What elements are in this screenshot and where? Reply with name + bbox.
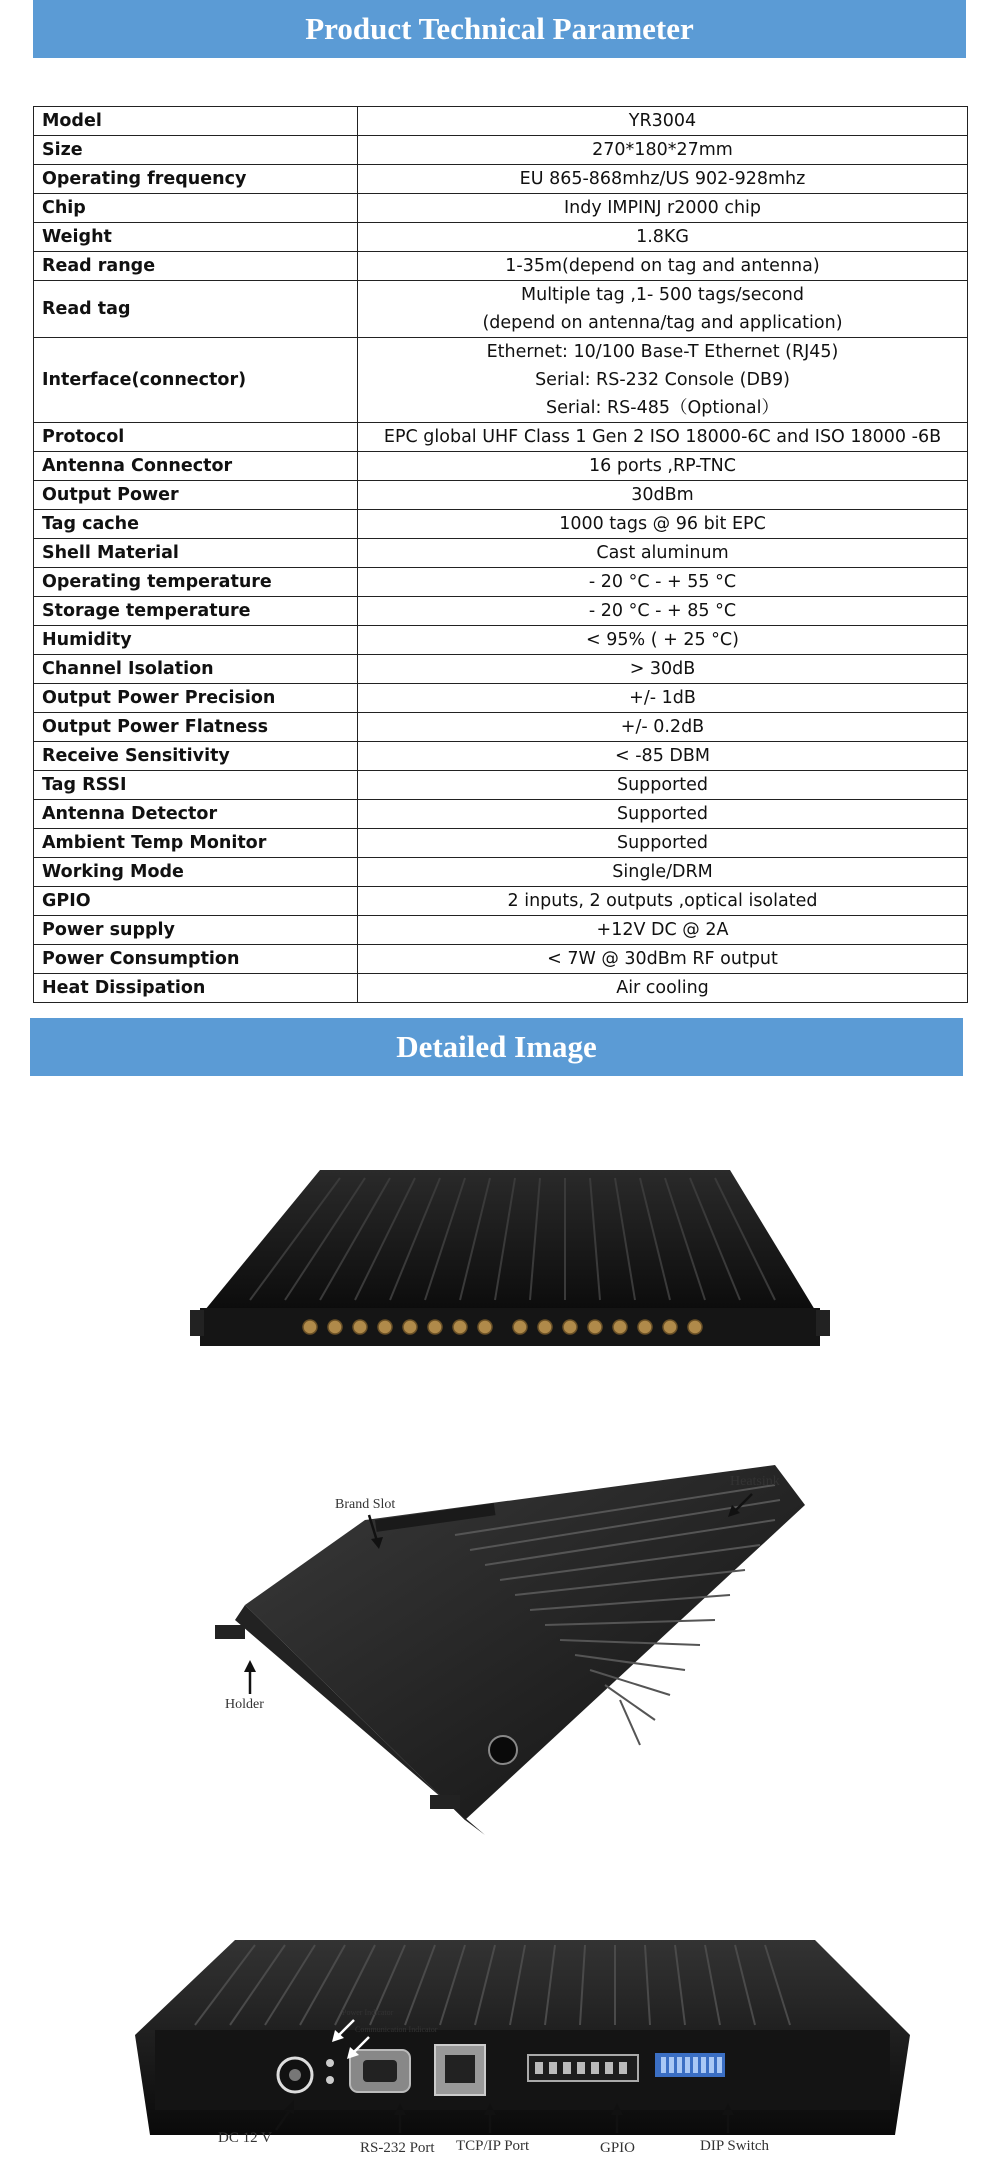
spec-label: Receive Sensitivity xyxy=(34,742,358,771)
spec-value xyxy=(358,107,968,136)
table-row xyxy=(34,916,968,945)
spec-label: Heat Dissipation xyxy=(34,974,358,1003)
spec-value-line: (depend on antenna/tag and application) xyxy=(482,313,843,333)
spec-value-line: Ethernet: 10/100 Base-T Ethernet (RJ45) xyxy=(486,342,839,362)
banner-title: Product Technical Parameter xyxy=(305,11,694,46)
table-row xyxy=(34,165,968,194)
spec-label: Protocol xyxy=(34,423,358,452)
spec-value xyxy=(358,858,968,887)
caption-heatsink: Heatsink xyxy=(730,1474,780,1489)
table-row xyxy=(34,626,968,655)
spec-label: Size xyxy=(34,136,358,165)
spec-value-line: Supported xyxy=(616,775,709,795)
spec-value-line: 1-35m(depend on tag and antenna) xyxy=(505,256,820,276)
spec-value xyxy=(358,136,968,165)
table-row xyxy=(34,568,968,597)
reader-rear-photo xyxy=(135,1935,910,2135)
table-row xyxy=(34,338,968,423)
arrow-icon xyxy=(480,2103,500,2135)
spec-label: Power Consumption xyxy=(34,945,358,974)
caption-rs232-port: RS-232 Port xyxy=(360,2140,435,2156)
spec-value xyxy=(358,423,968,452)
table-row xyxy=(34,800,968,829)
spec-value-line: Single/DRM xyxy=(612,862,713,882)
caption-brand-slot: Brand Slot xyxy=(335,1497,396,1512)
spec-value xyxy=(358,338,968,423)
spec-value xyxy=(358,771,968,800)
spec-value-line: 1.8KG xyxy=(636,227,689,247)
spec-value xyxy=(358,800,968,829)
spec-value-line: Supported xyxy=(616,804,709,824)
spec-label: Antenna Detector xyxy=(34,800,358,829)
table-row xyxy=(34,713,968,742)
caption-holder: Holder xyxy=(225,1697,264,1712)
caption-dip-switch: DIP Switch xyxy=(700,2138,770,2154)
table-row xyxy=(34,452,968,481)
spec-value-line: > 30dB xyxy=(629,659,696,679)
spec-value xyxy=(358,887,968,916)
spec-table xyxy=(33,106,968,1003)
table-row xyxy=(34,194,968,223)
spec-value xyxy=(358,252,968,281)
spec-value-line: - 20 °C - + 85 °C xyxy=(588,601,737,621)
table-row xyxy=(34,252,968,281)
spec-label: Channel Isolation xyxy=(34,655,358,684)
spec-value-line: Cast aluminum xyxy=(596,543,729,563)
spec-label: Output Power Precision xyxy=(34,684,358,713)
spec-value-line: 1000 tags @ 96 bit EPC xyxy=(559,514,766,534)
spec-value xyxy=(358,539,968,568)
arrow-icon xyxy=(240,1660,260,1696)
arrow-icon xyxy=(365,1513,385,1549)
spec-value xyxy=(358,742,968,771)
spec-value-line: Serial: RS-485（Optional） xyxy=(546,398,779,418)
spec-label: GPIO xyxy=(34,887,358,916)
spec-label: Read tag xyxy=(34,281,358,338)
spec-value-line: Serial: RS-232 Console (DB9) xyxy=(535,370,790,390)
table-row xyxy=(34,481,968,510)
spec-value xyxy=(358,626,968,655)
spec-value-line: 30dBm xyxy=(631,485,694,505)
caption-gpio: GPIO xyxy=(600,2140,636,2156)
arrow-icon xyxy=(345,2035,371,2061)
spec-label: Humidity xyxy=(34,626,358,655)
spec-value xyxy=(358,974,968,1003)
spec-value-line: Supported xyxy=(616,833,709,853)
spec-value-line: 270*180*27mm xyxy=(592,140,733,160)
section-banner-detail xyxy=(30,1018,963,1076)
table-row xyxy=(34,223,968,252)
caption-comm-indicator: Communication Indicator xyxy=(355,2025,438,2034)
spec-value xyxy=(358,481,968,510)
spec-label: Working Mode xyxy=(34,858,358,887)
table-row xyxy=(34,655,968,684)
spec-value-line: EPC global UHF Class 1 Gen 2 ISO 18000-6C and ISO 18000 -6B xyxy=(383,427,942,447)
spec-label: Chip xyxy=(34,194,358,223)
arrow-icon xyxy=(390,2103,410,2135)
spec-value-line: 16 ports ,RP-TNC xyxy=(589,456,736,476)
arrow-icon xyxy=(270,2100,296,2132)
spec-value-line: 2 inputs, 2 outputs ,optical isolated xyxy=(507,891,818,911)
table-row xyxy=(34,107,968,136)
table-row xyxy=(34,974,968,1003)
spec-label: Output Power xyxy=(34,481,358,510)
caption-power-indicator: Power Indicator xyxy=(342,2008,394,2017)
spec-value-line: Air cooling xyxy=(616,978,709,998)
table-row xyxy=(34,945,968,974)
table-row xyxy=(34,742,968,771)
spec-value xyxy=(358,684,968,713)
table-row xyxy=(34,829,968,858)
spec-label: Shell Material xyxy=(34,539,358,568)
spec-value xyxy=(358,829,968,858)
spec-value xyxy=(358,510,968,539)
spec-label: Weight xyxy=(34,223,358,252)
section-banner-tech xyxy=(33,0,966,58)
spec-value xyxy=(358,452,968,481)
spec-value-line: Multiple tag ,1- 500 tags/second xyxy=(521,285,804,305)
spec-value xyxy=(358,655,968,684)
spec-value-line: +/- 1dB xyxy=(629,688,696,708)
spec-value-line: Indy IMPINJ r2000 chip xyxy=(563,198,762,218)
table-row xyxy=(34,281,968,338)
spec-label: Operating temperature xyxy=(34,568,358,597)
spec-value xyxy=(358,281,968,338)
table-row xyxy=(34,858,968,887)
spec-label: Tag cache xyxy=(34,510,358,539)
table-row xyxy=(34,887,968,916)
arrow-icon xyxy=(607,2103,627,2135)
spec-value-line: < 7W @ 30dBm RF output xyxy=(547,949,778,969)
spec-value xyxy=(358,194,968,223)
spec-value-line: YR3004 xyxy=(628,111,697,131)
banner-title: Detailed Image xyxy=(396,1029,597,1064)
spec-label: Model xyxy=(34,107,358,136)
spec-label: Storage temperature xyxy=(34,597,358,626)
arrow-icon xyxy=(726,1491,756,1519)
spec-value xyxy=(358,713,968,742)
spec-label: Interface(connector) xyxy=(34,338,358,423)
spec-value xyxy=(358,165,968,194)
spec-value-line: < 95% ( + 25 °C) xyxy=(586,630,739,650)
spec-value xyxy=(358,568,968,597)
table-row xyxy=(34,510,968,539)
table-row xyxy=(34,539,968,568)
spec-value xyxy=(358,945,968,974)
spec-label: Output Power Flatness xyxy=(34,713,358,742)
spec-value xyxy=(358,916,968,945)
spec-label: Antenna Connector xyxy=(34,452,358,481)
spec-value-line: EU 865-868mhz/US 902-928mhz xyxy=(519,169,806,189)
spec-value-line: +/- 0.2dB xyxy=(620,717,705,737)
table-row xyxy=(34,771,968,800)
spec-label: Power supply xyxy=(34,916,358,945)
arrow-icon xyxy=(718,2103,738,2135)
caption-tcpip-port: TCP/IP Port xyxy=(456,2138,530,2154)
spec-value-line: < -85 DBM xyxy=(615,746,710,766)
reader-front-photo xyxy=(190,1160,830,1355)
table-row xyxy=(34,597,968,626)
table-row xyxy=(34,423,968,452)
reader-angled-photo xyxy=(215,1465,815,1835)
spec-value-line: - 20 °C - + 55 °C xyxy=(588,572,737,592)
spec-value xyxy=(358,597,968,626)
table-row xyxy=(34,136,968,165)
spec-label: Operating frequency xyxy=(34,165,358,194)
spec-label: Ambient Temp Monitor xyxy=(34,829,358,858)
spec-label: Read range xyxy=(34,252,358,281)
spec-value xyxy=(358,223,968,252)
caption-dc-12v: DC 12 V xyxy=(218,2130,272,2146)
spec-label: Tag RSSI xyxy=(34,771,358,800)
table-row xyxy=(34,684,968,713)
spec-value-line: +12V DC @ 2A xyxy=(596,920,729,940)
